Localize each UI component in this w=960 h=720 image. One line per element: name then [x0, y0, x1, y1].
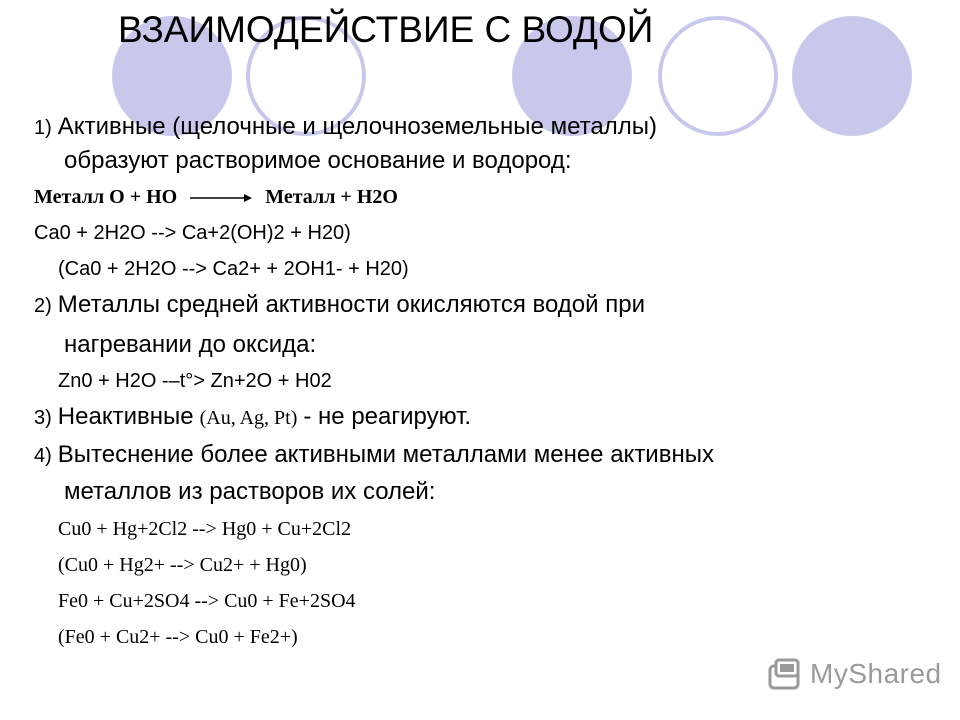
item-3-text-a: Неактивные [57, 403, 194, 430]
equation-scheme [34, 186, 398, 209]
watermark-logo [768, 656, 942, 692]
logo-text: MyShared [810, 658, 942, 689]
item-2-text-1: Металлы средней активности окисляются водой при [57, 291, 645, 318]
item-4-text-1: Вытеснение более активными металлами менее активных [57, 441, 714, 468]
item-2-number: 2) [34, 295, 52, 317]
equation-scheme-left: Металл O + HO [34, 186, 178, 208]
item-2-line-1 [34, 291, 645, 319]
item-1-number: 1) [34, 117, 52, 139]
item-1-line-1 [34, 113, 657, 141]
equation-4: Cu0 + Hg+2Cl2 --> Hg0 + Cu+2Cl2 [58, 518, 352, 540]
equation-1: Ca0 + 2H2O --> Ca+2(OH)2 + H20) [34, 222, 351, 244]
equation-2: (Ca0 + 2H2O --> Ca2+ + 2OH1- + H20) [58, 258, 409, 280]
item-2-text-2: нагревании до оксида: [64, 331, 317, 358]
item-3-number: 3) [34, 407, 52, 429]
logo-icon [768, 658, 804, 690]
equation-3: Zn0 + H2O -–t°> Zn+2O + H02 [58, 370, 332, 392]
item-3-line [34, 403, 471, 431]
item-4-text-2: металлов из растворов их солей: [64, 478, 436, 505]
item-3-text-b: (Au, Ag, Pt) [199, 407, 298, 429]
item-1-text-1: Активные (щелочные и щелочноземельные металлы) [57, 113, 657, 140]
equation-7: (Fe0 + Cu2+ --> Cu0 + Fe2+) [58, 626, 298, 648]
item-1-text-2: образуют растворимое основание и водород: [64, 147, 572, 174]
equation-6: Fe0 + Cu+2SO4 --> Cu0 + Fe+2SO4 [58, 590, 356, 612]
item-3-text-c: - не реагируют. [303, 403, 472, 430]
item-4-line-1 [34, 441, 714, 469]
equation-scheme-right: Металл + H2O [265, 186, 398, 208]
slide-title: ВЗАИМОДЕЙСТВИЕ С ВОДОЙ [118, 9, 654, 50]
arrow-right-icon [190, 192, 252, 204]
item-4-number: 4) [34, 445, 52, 467]
equation-5: (Cu0 + Hg2+ --> Cu2+ + Hg0) [58, 554, 307, 576]
